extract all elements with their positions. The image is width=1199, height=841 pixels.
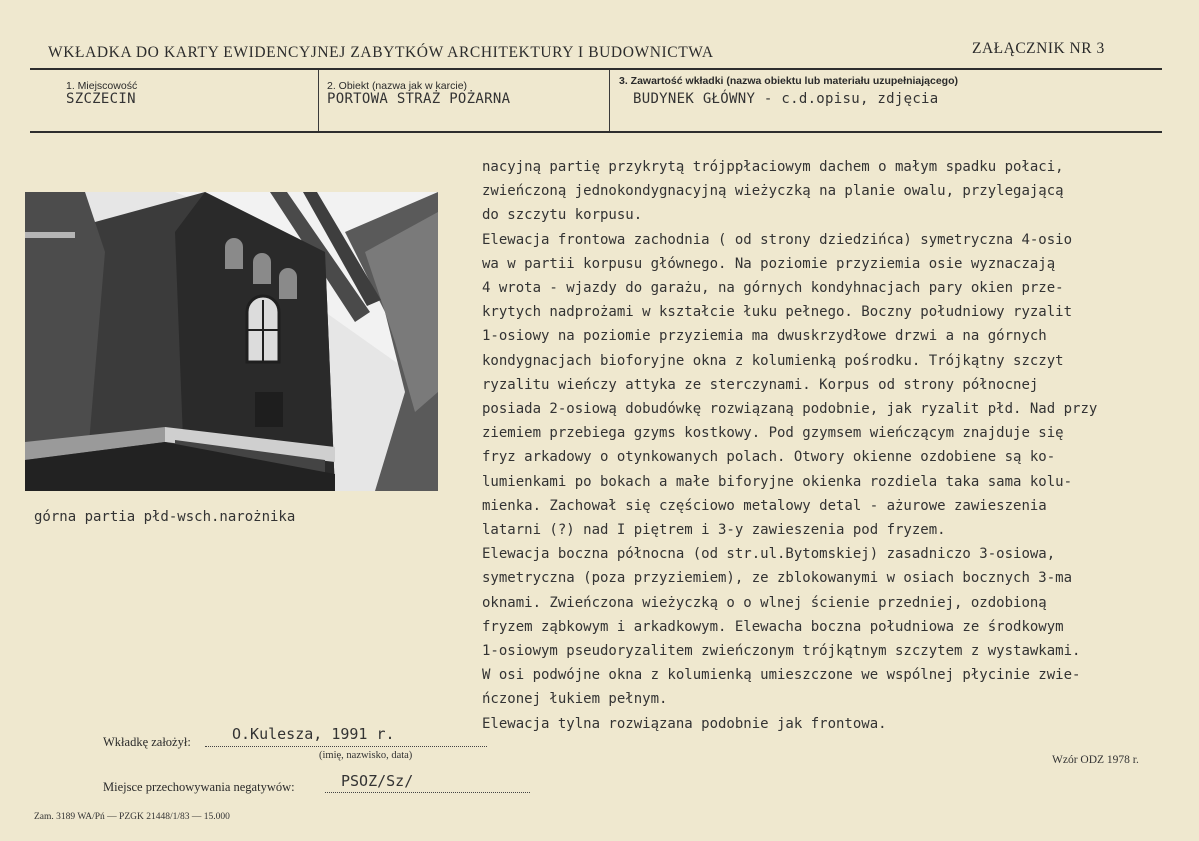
field-divider — [609, 70, 610, 131]
negatives-value: PSOZ/Sz/ — [341, 772, 414, 790]
negatives-label: Miejsce przechowywania negatywów: — [103, 780, 295, 794]
description-line: W osi podwójne okna z kolumienką umieszczone we wspólnej płycinie zwie- — [482, 667, 1081, 684]
building-photo — [25, 192, 438, 491]
description-line: Elewacja frontowa zachodnia ( od strony dziedzińca) symetryczna 4-osio — [482, 231, 1073, 248]
description-line: symetryczna (poza przyziemiem), ze zblokowanymi w osiach bocznych 3-ma — [482, 570, 1073, 587]
author-hint: (imię, nazwisko, data) — [319, 750, 413, 761]
description-line: wa w partii korpusu głównego. Na poziomie przyziemia osie wyznaczają — [482, 255, 1056, 272]
header-top-rule — [30, 68, 1162, 70]
author-dotted-line — [205, 746, 487, 747]
description-line: nacyjną partię przykrytą trójppłaciowym dachem o małym spadku połaci, — [482, 159, 1064, 175]
description-line: ryzalitu wieńczy attyka ze sterczynami. Korpus od strony północnej — [482, 376, 1039, 393]
content-value: BUDYNEK GŁÓWNY - c.d.opisu, zdjęcia — [633, 91, 939, 107]
description-line: fryz arkadowy o otynkowanych polach. Otwory okienne ozdobiene są ko- — [482, 449, 1056, 466]
description-line: mienka. Zachował się częściowo metalowy detal - ażurowe zawieszenia — [482, 497, 1047, 514]
description-line: 4 wrota - wjazdy do garażu, na górnych kondyhnacjach pary okien prze- — [482, 280, 1064, 297]
description-line: Elewacja tylna rozwiązana podobnie jak frontowa. — [482, 715, 887, 732]
description-line: 1-osiowy na poziomie przyziemia ma dwuskrzydłowe drzwi a na górnych — [482, 328, 1047, 345]
photo-caption: górna partia płd-wsch.narożnika — [34, 509, 296, 525]
description-line: kondygnacjach bioforyjne okna z kolumienką pośrodku. Trójkątny szczyt — [482, 352, 1064, 369]
description-line: posiada 2-osiową dobudówkę rozwiązaną podobnie, jak ryzalit płd. Nad przy — [482, 401, 1098, 418]
description-line: fryzem ząbkowym i arkadkowym. Elewacha boczna południowa ze środkowym — [482, 618, 1064, 635]
object-value: PORTOWA STRAŻ POŻARNA — [327, 91, 511, 107]
description-line: krytych nadprożami w kształcie łuku pełnego. Boczny południowy ryzalit — [482, 304, 1073, 321]
content-label: 3. Zawartość wkładki (nazwa obiektu lub materiału uzupełniającego) — [619, 75, 958, 87]
header-bottom-rule — [30, 131, 1162, 133]
description-line: ńczonej łukiem pełnym. — [482, 691, 668, 708]
description-line: latarni (?) nad I piętrem i 3-y zawieszenia pod fryzem. — [482, 522, 946, 539]
locality-label: 1. Miejscowość — [66, 80, 138, 92]
description-line: ziemiem przebiega gzyms kostkowy. Pod gzymsem wieńczącym znajduje się — [482, 425, 1064, 442]
author-label: Wkładkę założył: — [103, 735, 191, 749]
object-label: 2. Obiekt (nazwa jak w karcie) — [327, 80, 468, 92]
description-text — [482, 155, 1198, 736]
building-photo-image — [25, 192, 438, 491]
description-line: oknami. Zwieńczona wieżyczką o o wlnej ścienie przedniej, ozdobioną — [482, 594, 1047, 611]
form-version: Wzór ODZ 1978 r. — [1052, 754, 1139, 766]
annex-number: ZAŁĄCZNIK NR 3 — [972, 40, 1105, 57]
description-line: Elewacja boczna północna (od str.ul.Bytomskiej) zasadniczo 3-osiowa, — [482, 546, 1056, 563]
description-line: 1-osiowym pseudoryzalitem zwieńczonym trójkątnym szczytem z wystawkami. — [482, 643, 1081, 660]
description-line: do szczytu korpusu. — [482, 207, 643, 224]
locality-value: SZCZECIN — [66, 91, 136, 107]
author-value: O.Kulesza, 1991 r. — [232, 725, 395, 743]
field-divider — [318, 70, 319, 131]
description-line: lumienkami po bokach a małe biforyjne okienka rozdiela taka sama kolu- — [482, 473, 1073, 490]
negatives-dotted-line — [325, 792, 530, 793]
print-info: Zam. 3189 WA/Pń — PZGK 21448/1/83 — 15.000 — [34, 812, 230, 822]
form-title: WKŁADKA DO KARTY EWIDENCYJNEJ ZABYTKÓW ARCHITEKTURY I BUDOWNICTWA — [48, 44, 714, 61]
description-line: zwieńczoną jednokondygnacyjną wieżyczką na planie owalu, przylegającą — [482, 183, 1064, 200]
